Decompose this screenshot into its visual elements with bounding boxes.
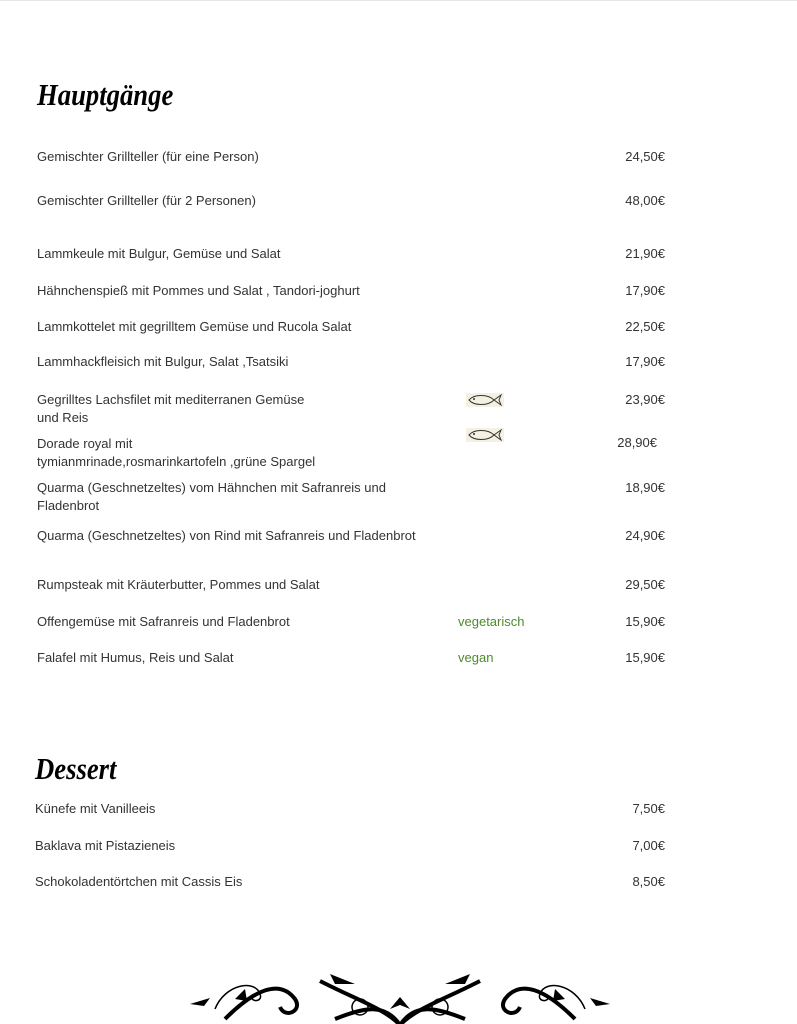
item-name: Dorade royal mit: [37, 436, 133, 451]
item-price: 15,90€: [625, 614, 665, 629]
item-name: Lammkeule mit Bulgur, Gemüse und Salat: [37, 246, 281, 261]
item-name-line2: und Reis: [37, 410, 89, 425]
item-name: Falafel mit Humus, Reis und Salat: [37, 650, 234, 665]
item-name: Hähnchenspieß mit Pommes und Salat , Tandori-joghurt: [37, 283, 360, 298]
item-price: 18,90€: [625, 480, 665, 495]
item-name: Lammhackfleisich mit Bulgur, Salat ,Tsatsiki: [37, 354, 289, 369]
section-title-main-courses: Hauptgänge: [37, 77, 174, 112]
item-price: 48,00€: [625, 193, 665, 208]
item-price: 21,90€: [625, 246, 665, 261]
item-name: Quarma (Geschnetzeltes) vom Hähnchen mit Safranreis und: [37, 480, 386, 495]
item-name: Lammkottelet mit gegrilltem Gemüse und Rucola Salat: [37, 319, 352, 334]
item-name: Künefe mit Vanilleeis: [35, 801, 156, 816]
item-price: 24,50€: [625, 149, 665, 164]
diet-tag: vegan: [458, 650, 494, 665]
diet-tag: vegetarisch: [458, 614, 525, 629]
item-name: Gemischter Grillteller (für eine Person): [37, 149, 259, 164]
fish-icon: [466, 393, 504, 407]
item-price: 23,90€: [625, 392, 665, 407]
item-name: Baklava mit Pistazieneis: [35, 838, 176, 853]
item-name: Offengemüse mit Safranreis und Fladenbrot: [37, 614, 290, 629]
floral-ornament: [185, 969, 615, 1024]
item-price: 15,90€: [625, 650, 665, 665]
item-price: 17,90€: [625, 354, 665, 369]
fish-icon: [466, 428, 504, 442]
item-name-line2: tymianmrinade,rosmarinkartofeln ,grüne Spargel: [37, 454, 316, 469]
item-name: Gemischter Grillteller (für 2 Personen): [37, 193, 256, 208]
item-price: 22,50€: [625, 319, 665, 334]
item-name: Rumpsteak mit Kräuterbutter, Pommes und Salat: [37, 577, 320, 592]
item-price: 29,50€: [625, 577, 665, 592]
item-price: 24,90€: [625, 528, 665, 543]
item-price: 17,90€: [625, 283, 665, 298]
item-name: Schokoladentörtchen mit Cassis Eis: [35, 874, 243, 889]
item-name: Gegrilltes Lachsfilet mit mediterranen Gemüse: [37, 392, 305, 407]
item-name: Quarma (Geschnetzeltes) von Rind mit Safranreis und Fladenbrot: [37, 528, 416, 543]
item-price: 7,50€: [632, 801, 665, 816]
item-price: 28,90€: [617, 435, 657, 450]
item-name-line2: Fladenbrot: [37, 498, 100, 513]
item-price: 7,00€: [632, 838, 665, 853]
section-title-dessert: Dessert: [35, 751, 117, 786]
item-price: 8,50€: [632, 874, 665, 889]
